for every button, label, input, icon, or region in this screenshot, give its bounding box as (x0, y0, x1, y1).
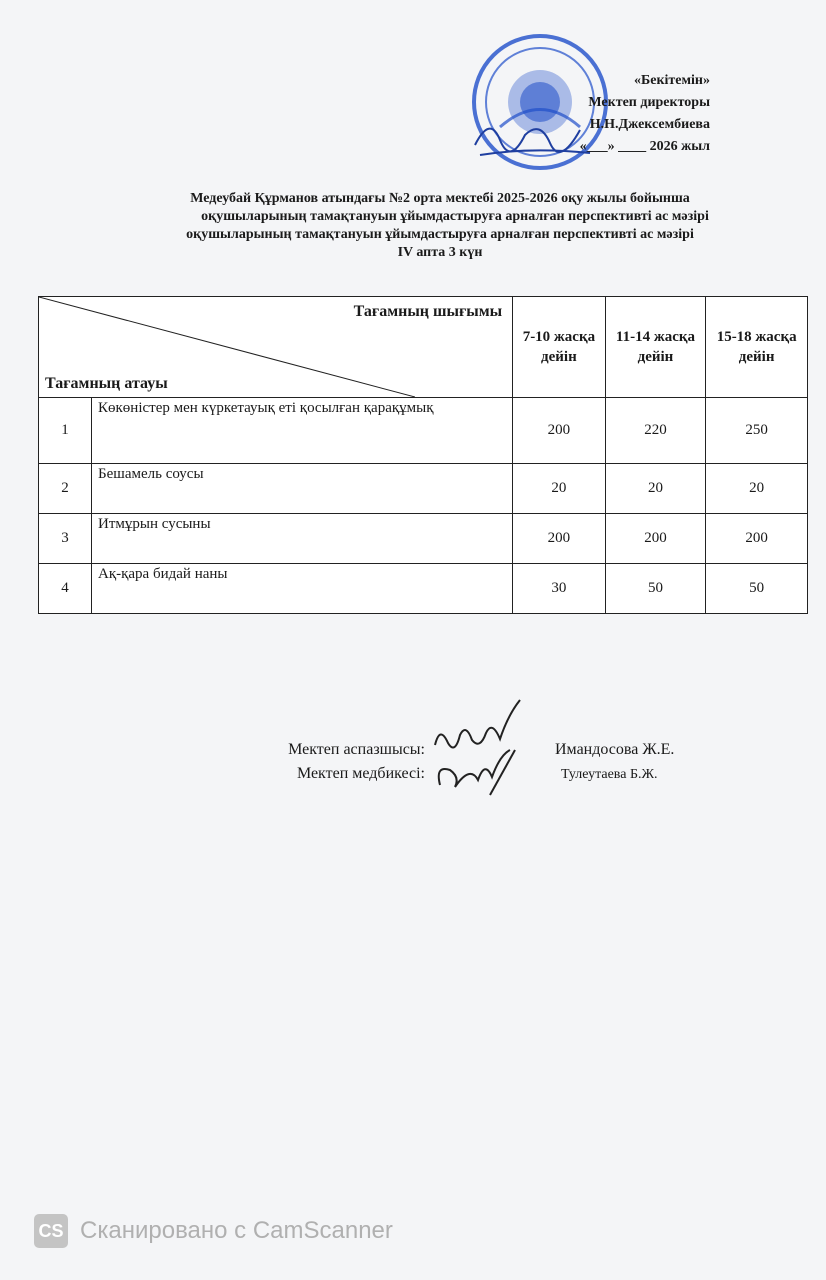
approval-line-1: «Бекітемін» (633, 73, 710, 88)
age-group-header (706, 297, 808, 398)
watermark-text: Сканировано с CamScanner (80, 1217, 393, 1244)
row-number: 1 (39, 398, 92, 464)
age-group-sublabel: дейін (637, 349, 674, 365)
title-line-2: оқушыларының тамақтануын ұйымдастыруға арналған перспективті ас мәзірі (201, 209, 709, 224)
dish-name: Итмұрын сусыны (92, 514, 513, 564)
dish-name: Ақ-қара бидай наны (92, 564, 513, 614)
portion-value: 200 (513, 398, 605, 464)
dish-name: Көкөністер мен күркетауық еті қосылған қарақұмық (92, 398, 513, 464)
scanner-watermark (34, 1214, 393, 1248)
cook-name: Имандосова Ж.Е. (555, 741, 675, 758)
portion-value: 20 (605, 464, 706, 514)
diagonal-header-cell (39, 297, 513, 398)
age-group-label: 15-18 жасқа (716, 329, 797, 345)
row-number: 3 (39, 514, 92, 564)
portion-value: 20 (513, 464, 605, 514)
row-number: 4 (39, 564, 92, 614)
age-group-header (513, 297, 605, 398)
table-row (39, 464, 808, 514)
signatures-block (245, 738, 674, 787)
director-signature-icon (470, 105, 600, 165)
document-title (100, 190, 780, 262)
portion-value: 200 (706, 514, 808, 564)
portion-value: 200 (513, 514, 605, 564)
portion-value: 20 (706, 464, 808, 514)
age-group-label: 7-10 жасқа (522, 329, 596, 345)
portion-value: 200 (605, 514, 706, 564)
menu-table (38, 296, 808, 614)
dish-name: Бешамель соусы (92, 464, 513, 514)
cook-signature-line (245, 738, 674, 762)
row-number: 2 (39, 464, 92, 514)
title-line-4: IV апта 3 күн (397, 245, 483, 260)
portion-value: 220 (605, 398, 706, 464)
header-name: Тағамның атауы (45, 375, 168, 392)
camscanner-logo-icon: CS (34, 1214, 68, 1248)
table-row (39, 514, 808, 564)
portion-value: 250 (706, 398, 808, 464)
header-output: Тағамның шығымы (353, 303, 503, 320)
age-group-sublabel: дейін (541, 349, 577, 365)
nurse-name: Тулеутаева Б.Ж. (561, 767, 658, 782)
age-group-label: 11-14 жасқа (615, 329, 696, 345)
cook-role: Мектеп аспазшысы: (288, 741, 425, 758)
table-header-row (39, 297, 808, 398)
portion-value: 50 (706, 564, 808, 614)
title-line-1: Медеубай Құрманов атындағы №2 орта мектебі 2025-2026 оқу жылы бойынша (190, 191, 690, 206)
title-line-3: оқушыларының тамақтануын ұйымдастыруға арналған перспективті ас мәзірі (186, 227, 694, 242)
nurse-signature-line (245, 762, 674, 787)
table-row (39, 564, 808, 614)
table-row (39, 398, 808, 464)
portion-value: 50 (605, 564, 706, 614)
age-group-sublabel: дейін (738, 349, 775, 365)
portion-value: 30 (513, 564, 605, 614)
age-group-header (605, 297, 706, 398)
approval-line-2: Мектеп директоры (588, 95, 710, 110)
approval-line-3: Н.Н.Джексембиева (589, 117, 710, 132)
nurse-role: Мектеп медбикесі: (296, 765, 425, 782)
approval-line-4: «___» ____ 2026 жыл (579, 139, 710, 154)
